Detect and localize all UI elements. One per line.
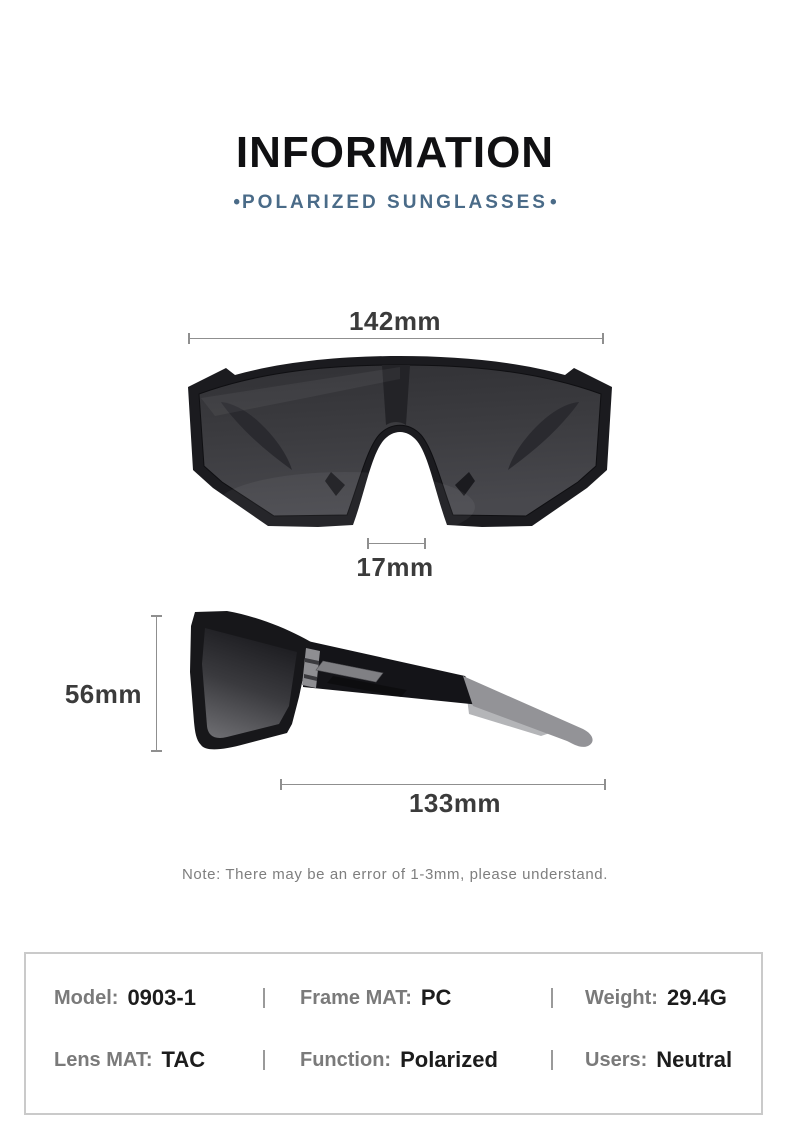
spec-users-value: Neutral — [656, 1047, 733, 1072]
sunglasses-side-view-image — [175, 602, 615, 772]
subtitle-right-bullet-icon: • — [549, 192, 557, 213]
bridge-width-dimension-label: 17mm — [356, 552, 434, 582]
spec-model-value: 0903-1 — [127, 985, 196, 1010]
spec-users — [551, 1029, 761, 1091]
spec-function-value: Polarized — [400, 1047, 498, 1072]
spec-frame-mat — [263, 967, 551, 1029]
spec-lens-mat — [26, 1029, 263, 1091]
spec-function — [263, 1029, 551, 1091]
spec-row-2 — [26, 1029, 761, 1091]
front-width-dimension-line — [188, 333, 604, 344]
spec-lens-mat-value: TAC — [161, 1047, 206, 1072]
spec-model-label: Model: — [54, 986, 119, 1009]
page-title: INFORMATION — [235, 128, 555, 177]
spec-table — [24, 952, 763, 1115]
lens-height-dimension-label: 56mm — [64, 679, 142, 709]
spec-model — [26, 967, 263, 1029]
spec-frame-mat-value: PC — [420, 985, 452, 1010]
spec-lens-mat-label: Lens MAT: — [54, 1048, 153, 1071]
tolerance-note: Note: There may be an error of 1-3mm, please understand. — [181, 866, 609, 883]
bridge-width-dimension-line — [367, 538, 426, 549]
page-subtitle — [0, 192, 790, 214]
front-width-dimension-label: 142mm — [348, 306, 442, 336]
spec-function-label: Function: — [300, 1048, 392, 1071]
spec-weight-label: Weight: — [585, 986, 658, 1009]
spec-frame-mat-label: Frame MAT: — [300, 986, 412, 1009]
temple-length-dimension-label: 133mm — [408, 788, 502, 818]
spec-users-label: Users: — [585, 1048, 648, 1071]
lens-height-dimension-line — [151, 615, 162, 752]
subtitle-left-bullet-icon: • — [233, 192, 240, 213]
spec-weight-value: 29.4G — [666, 985, 727, 1010]
subtitle-text: POLARIZED SUNGLASSES — [242, 192, 548, 213]
sunglasses-front-view-image — [185, 352, 615, 557]
spec-weight — [551, 967, 761, 1029]
spec-row-1 — [26, 967, 761, 1029]
